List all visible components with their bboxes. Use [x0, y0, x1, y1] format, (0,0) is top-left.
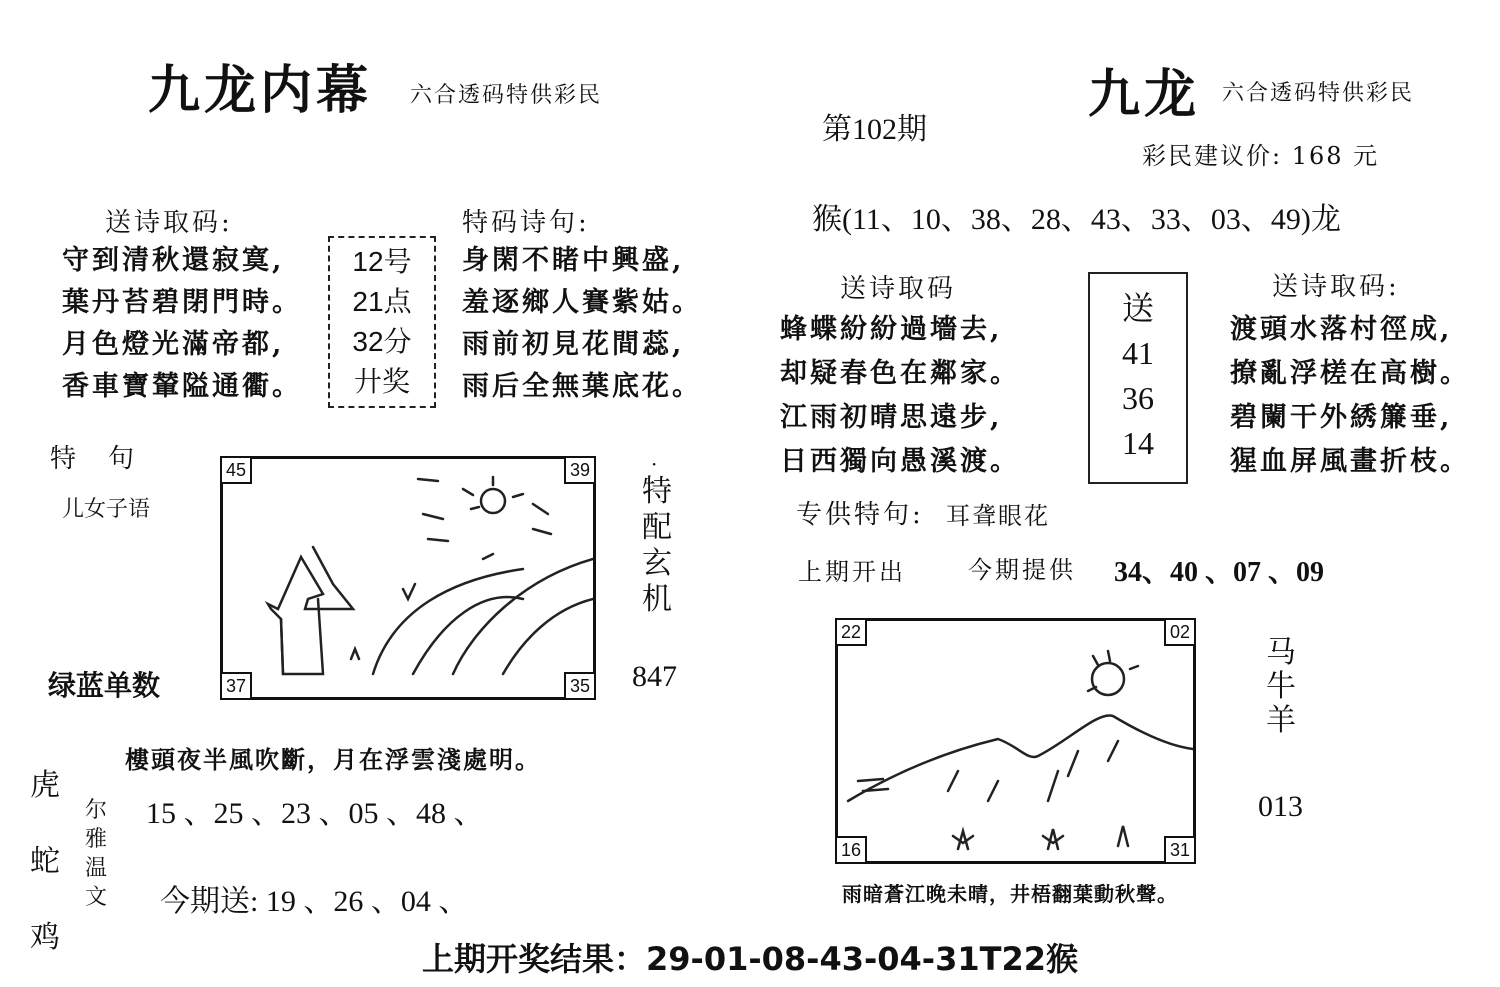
- left-poem-left-header: 送诗取码:: [105, 208, 233, 238]
- erya-vertical: [82, 796, 110, 912]
- right-animals: [1264, 636, 1298, 738]
- box-item: 21点: [352, 286, 412, 317]
- erya-char: 雅: [84, 827, 107, 852]
- right-side-number: 013: [1258, 790, 1303, 823]
- right-poem-left-header: 送诗取码: [840, 274, 957, 304]
- left-today-send: 今期送: 19 、26 、04 、: [160, 885, 469, 918]
- left-poem-line: 樓頭夜半風吹斷，月在浮雲淺處明。: [125, 745, 541, 774]
- left-side-number: 847: [632, 660, 677, 693]
- right-poem-left: [780, 308, 1020, 484]
- dot-mark: ·: [651, 452, 658, 476]
- animal-char: 蛇: [30, 844, 60, 879]
- poem-line: 猩血屏風畫折枝。: [1230, 446, 1470, 477]
- corner-number: 16: [835, 836, 867, 864]
- right-poem-right-header: 送诗取码:: [1272, 272, 1400, 302]
- corner-number: 39: [564, 456, 596, 484]
- animal-char: 羊: [1266, 703, 1296, 738]
- animal-char: 马: [1266, 635, 1296, 670]
- corner-number: 37: [220, 672, 252, 700]
- poem-line: 香車寶輦隘通衢。: [62, 371, 302, 402]
- last-label: 上期开出: [798, 558, 906, 586]
- poem-line: 雨前初見花間蕊,: [462, 329, 685, 360]
- previous-result: 上期开奖结果：29-01-08-43-04-31T22猴: [422, 940, 1078, 978]
- left-poem-left: [62, 240, 302, 408]
- poem-line: 渡頭水落村徑成,: [1230, 314, 1453, 345]
- poem-line: 羞逐鄉人賽紫姑。: [462, 287, 702, 318]
- left-special-text: 儿女子语: [62, 497, 151, 522]
- right-number-line: 猴(11、10、38、28、43、33、03、49)龙: [812, 203, 1341, 236]
- left-vertical-label: [640, 474, 674, 618]
- poem-line: 蜂蝶紛紛過墻去,: [780, 314, 1003, 345]
- poem-line: 却疑春色在鄰家。: [780, 358, 1020, 389]
- corner-number: 35: [564, 672, 596, 700]
- left-title: 九龙内幕: [148, 60, 373, 121]
- left-numbers-row: 15 、25 、23 、05 、48 、: [146, 797, 484, 830]
- vertical-char: 配: [642, 510, 672, 545]
- right-poem-right: [1230, 308, 1470, 484]
- corner-number: 31: [1164, 836, 1196, 864]
- poem-line: 月色燈光滿帝都,: [62, 329, 285, 360]
- price-label: 彩民建议价: 168 元: [1142, 142, 1380, 170]
- box-item: 送: [1121, 290, 1154, 326]
- right-sketch: [835, 618, 1196, 864]
- left-code-box: [328, 236, 436, 408]
- poem-line: 葉丹苔碧閉門時。: [62, 287, 302, 318]
- right-poem-line: 雨暗蒼江晚未晴，井梧翻葉動秋聲。: [842, 882, 1178, 906]
- right-title: 九龙: [1088, 64, 1201, 125]
- box-item: 32分: [352, 326, 412, 357]
- left-color-label: 绿蓝单数: [48, 669, 161, 702]
- sketch-drawing: [838, 621, 1193, 861]
- box-item: 12号: [352, 246, 412, 277]
- vertical-char: 机: [642, 582, 672, 617]
- vertical-char: 特: [642, 474, 672, 509]
- animal-char: 牛: [1266, 669, 1296, 704]
- provide-numbers: 34、40 、07 、09: [1114, 557, 1325, 588]
- right-code-box: [1088, 272, 1188, 484]
- left-subtitle: 六合透码特供彩民: [410, 83, 603, 108]
- box-item: 36: [1122, 380, 1154, 416]
- right-special-text: 耳聋眼花: [946, 502, 1050, 530]
- provide-label: 今期提供: [968, 556, 1076, 584]
- left-poem-right-header: 特码诗句:: [462, 208, 590, 238]
- left-poem-right: [462, 240, 702, 408]
- erya-char: 温: [84, 856, 107, 881]
- erya-char: 尔: [84, 798, 107, 823]
- poem-line: 守到清秋還寂寞,: [62, 245, 285, 276]
- animal-char: 虎: [30, 768, 60, 803]
- corner-number: 22: [835, 618, 867, 646]
- poem-line: 撩亂浮槎在高樹。: [1230, 358, 1470, 389]
- poem-line: 雨后全無葉底花。: [462, 371, 702, 402]
- left-special-label: 特 句: [50, 444, 138, 474]
- erya-char: 文: [84, 885, 107, 910]
- poem-line: 日西獨向愚溪渡。: [780, 446, 1020, 477]
- animal-char: 鸡: [30, 920, 60, 955]
- vertical-char: 玄: [642, 546, 672, 581]
- box-item: 41: [1122, 335, 1154, 371]
- box-item: 14: [1122, 425, 1154, 461]
- poem-line: 身閑不睹中興盛,: [462, 245, 685, 276]
- sketch-drawing: [223, 459, 593, 697]
- poem-line: 碧闌干外綉簾垂,: [1230, 402, 1453, 433]
- corner-number: 02: [1164, 618, 1196, 646]
- corner-number: 45: [220, 456, 252, 484]
- right-subtitle: 六合透码特供彩民: [1222, 81, 1415, 106]
- right-special-label: 专供特句:: [796, 500, 924, 530]
- left-sketch: [220, 456, 596, 700]
- poem-line: 江雨初晴思遠步,: [780, 402, 1003, 433]
- box-item: 廾奖: [353, 366, 410, 397]
- issue-number: 第102期: [822, 113, 927, 146]
